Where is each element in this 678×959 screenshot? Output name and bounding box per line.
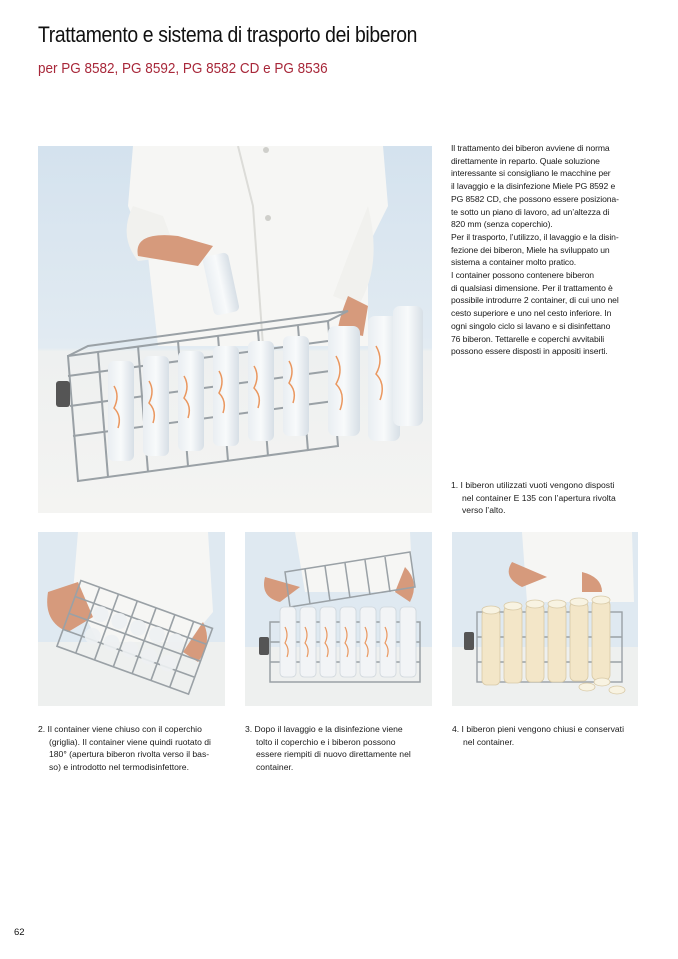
- intro-paragraph: [451, 142, 651, 358]
- page-subtitle: per PG 8582, PG 8592, PG 8582 CD e PG 8536: [38, 60, 328, 77]
- step-4-photo-filled-bottles: [452, 532, 638, 706]
- page-title: Trattamento e sistema di trasporto dei biberon: [38, 22, 418, 47]
- caption-step-3: 3. Dopo il lavaggio e la disinfezione viene tolto il coperchio e i biberon possono essere riempiti di nuovo direttamente nel container.: [245, 724, 411, 773]
- page-number: 62: [14, 927, 25, 938]
- caption-step-4: 4. I biberon pieni vengono chiusi e conservati nel container.: [452, 724, 624, 747]
- main-photo-loading-bottles: [38, 146, 432, 513]
- step-2-photo-rotating-container: [38, 532, 225, 706]
- caption-step-2: 2. Il container viene chiuso con il coperchio (griglia). Il container viene quindi ruotato di 180° (apertura biberon rivolta verso il bas- so) e introdotto nel termodisinfettore.: [38, 724, 211, 773]
- step-3-photo-lid-removed: [245, 532, 432, 706]
- intro-text: Il trattamento dei biberon avviene di norma direttamente in reparto. Quale soluzione interessante si consigliano le macchine per il lavaggio e la disinfezione Miele PG 8592 e PG 8582 CD, che possono essere posiziona- te sotto un piano di lavoro, ad un’altezza di 820 mm (senza coperchio). Per il trasporto, l’utilizzo, il lavaggio e la disin- fezione dei biberon, Miele ha sviluppato un sistema a container molto pratico. I container possono contenere biberon di qualsiasi dimensione. Per il trattamento è possibile introdurre 2 container, di cui uno nel cesto superiore e uno nel cesto inferiore. In ogni singolo ciclo si lavano e si disinfettano 76 biberon. Tettarelle e coperchi avvitabili possono essere disposti in appositi inserti.: [451, 143, 619, 357]
- caption-step-1: 1. I biberon utilizzati vuoti vengono disposti nel container E 135 con l’apertura rivolta verso l’alto.: [451, 480, 616, 516]
